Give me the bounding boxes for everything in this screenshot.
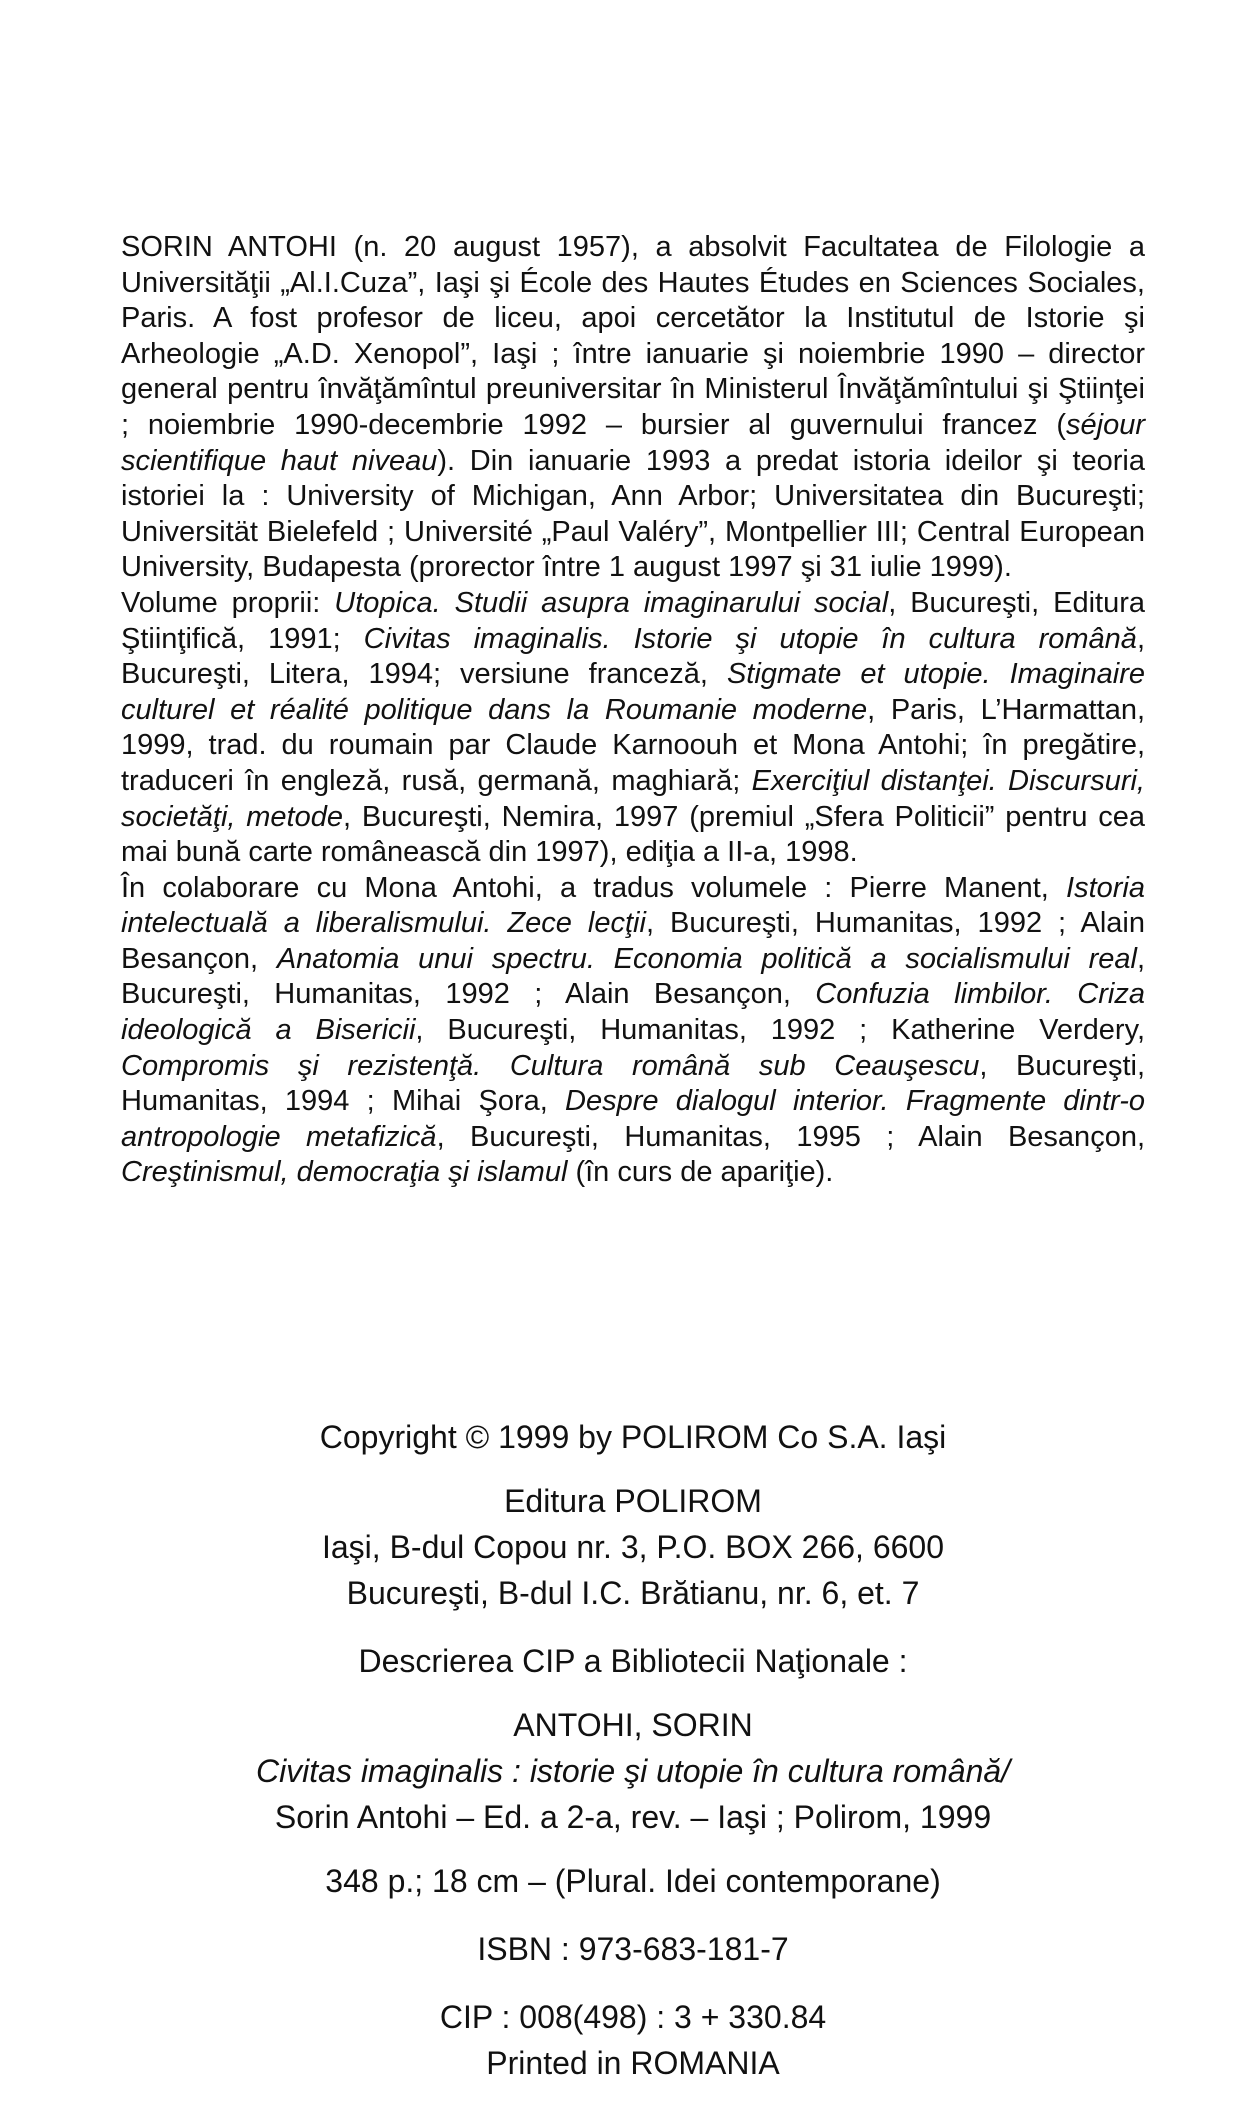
author-biography: [121, 230, 1145, 1191]
cip-code: CIP : 008(498) : 3 + 330.84: [439, 1999, 827, 2035]
publisher-imprint: [121, 1414, 1145, 2086]
cip-physical-description: 348 p.; 18 cm – (Plural. Idei contemporane): [325, 1863, 941, 1899]
cip-author: ANTOHI, SORIN: [513, 1707, 753, 1743]
translations-paragraph: În colaborare cu Mona Antohi, a tradus volumele : Pierre Manent, Istoria intelectuală a liberalismului. Zece lecţii, Bucureşti, Humanitas, 1992 ; Alain Besançon, Anatomia unui spectru. Economia politică a socialismului real, Bucureşti, Humanitas, 1992 ; Alain Besançon, Confuzia limbilor. Criza ideologică a Bisericii, Bucureşti, Humanitas, 1992 ; Katherine Verdery, Compromis şi rezistenţă. Cultura română sub Ceauşescu, Bucureşti, Humanitas, 1994 ; Mihai Şora, Despre dialogul interior. Fragmente dintr-o antropologie metafizică, Bucureşti, Humanitas, 1995 ; Alain Besançon, Creştinismul, democraţia şi islamul (în curs de apariţie).: [121, 871, 1146, 1189]
address-iasi: Iaşi, B-dul Copou nr. 3, P.O. BOX 266, 6600: [321, 1529, 944, 1565]
bio-paragraph: SORIN ANTOHI (n. 20 august 1957), a absolvit Facultatea de Filologie a Universităţii „Al.I.Cuza”, Iaşi şi École des Hautes Études en Sciences Sociales, Paris. A fost profesor de liceu, apoi cercetător la Institutul de Istorie şi Arheologie „A.D. Xenopol”, Iaşi ; între ianuarie şi noiembrie 1990 – director general pentru învăţămîntul preuniversitar în Ministerul Învăţămîntului şi Ştiinţei ; noiembrie 1990-decembrie 1992 – bursier al guvernului francez (séjour scientifique haut niveau). Din ianuarie 1993 a predat istoria ideilor şi teoria istoriei la : University of Michigan, Ann Arbor; Universitatea din Bucureşti; Universität Bielefeld ; Université „Paul Valéry”, Montpellier III; Central European University, Budapesta (prorector între 1 august 1997 şi 31 iulie 1999).: [121, 231, 1145, 584]
publisher-name: Editura POLIROM: [504, 1483, 762, 1519]
cip-edition: Sorin Antohi – Ed. a 2-a, rev. – Iaşi ; Polirom, 1999: [274, 1799, 992, 1835]
isbn: ISBN : 973-683-181-7: [477, 1931, 789, 1967]
cip-title: Civitas imaginalis : istorie şi utopie în cultura română/: [255, 1753, 1011, 1789]
printed-in: Printed in ROMANIA: [486, 2045, 780, 2081]
cip-heading: Descrierea CIP a Bibliotecii Naţionale :: [358, 1643, 908, 1679]
address-bucuresti: Bucureşti, B-dul I.C. Brătianu, nr. 6, et. 7: [346, 1575, 920, 1611]
copyright-line: Copyright © 1999 by POLIROM Co S.A. Iaşi: [319, 1419, 947, 1455]
own-volumes-paragraph: Volume proprii: Utopica. Studii asupra imaginarului social, Bucureşti, Editura Ştiinţifică, 1991; Civitas imaginalis. Istorie şi utopie în cultura română, Bucureşti, Litera, 1994; versiune franceză, Stigmate et utopie. Imaginaire culturel et réalité politique dans la Roumanie moderne, Paris, L’Harmattan, 1999, trad. du roumain par Claude Karnoouh et Mona Antohi; în pregătire, traduceri în engleză, rusă, germană, maghiară; Exerciţiul distanţei. Discursuri, societăţi, metode, Bucureşti, Nemira, 1997 (premiul „Sfera Politicii” pentru cea mai bună carte românească din 1997), ediţia a II-a, 1998.: [121, 586, 1146, 869]
